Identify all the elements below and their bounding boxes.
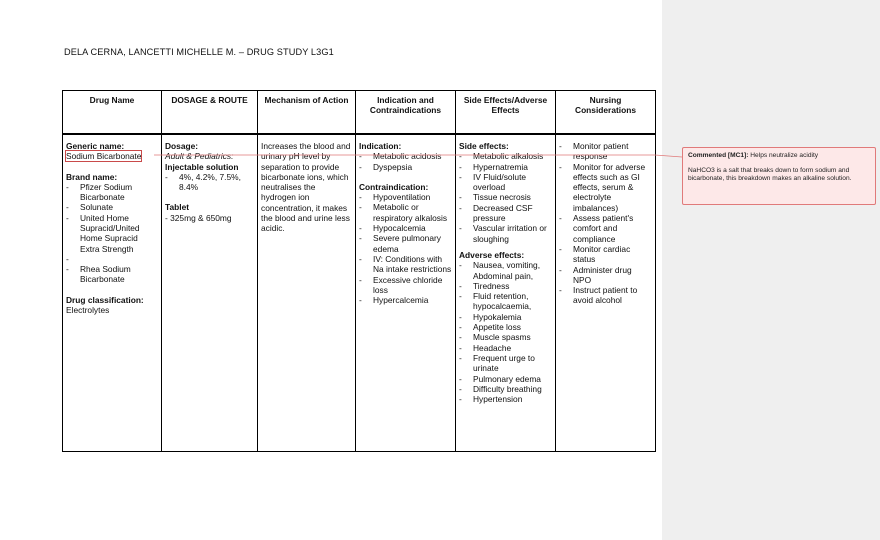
- side-effects-label: Side effects:: [459, 141, 509, 151]
- header-nursing: Nursing Considerations: [556, 91, 656, 135]
- list-item: - Excessive chloride loss: [359, 275, 452, 296]
- cell-indication: [356, 134, 456, 452]
- side-effects-list: [459, 151, 552, 244]
- dosage-label: Dosage:: [165, 141, 199, 151]
- list-item: - Fluid retention, hypocalcaemia,: [459, 291, 552, 312]
- comment-author: Commented [MC1]:: [688, 152, 749, 159]
- dosage-population: Adult & Pediatrics:: [165, 151, 234, 162]
- document-title: DELA CERNA, LANCETTI MICHELLE M. – DRUG STUDY L3G1: [64, 47, 334, 57]
- comment-text: Helps neutralize acidity: [750, 152, 819, 159]
- brand-list: [66, 182, 158, 285]
- table-header-row: [63, 91, 656, 135]
- list-item: - Pfizer Sodium Bicarbonate: [66, 182, 158, 203]
- list-item: - Headache: [459, 343, 552, 353]
- nursing-list: [559, 141, 652, 306]
- comment-body: NaHCO3 is a salt that breaks down to form sodium and bicarbonate, this breakdown makes an alkaline solution.: [688, 167, 852, 183]
- cell-nursing: [556, 134, 656, 452]
- indication-label: Indication:: [359, 141, 402, 151]
- list-item: - Dyspepsia: [359, 162, 452, 172]
- contraindication-label: Contraindication:: [359, 181, 429, 192]
- list-item: - Frequent urge to urinate: [459, 353, 552, 374]
- comments-margin-pane: [662, 0, 880, 540]
- list-item: - IV: Conditions with Na intake restrictions: [359, 254, 452, 275]
- list-item: - Nausea, vomiting, Abdominal pain,: [459, 260, 552, 281]
- list-item: - Hypocalcemia: [359, 223, 452, 233]
- injectable-label: Injectable solution: [165, 161, 239, 172]
- list-item: - Hypokalemia: [459, 312, 552, 322]
- generic-name-label: Generic name:: [66, 141, 125, 151]
- cell-mechanism: [258, 134, 356, 452]
- list-item: - Tiredness: [459, 281, 552, 291]
- list-item: - Metabolic alkalosis: [459, 151, 552, 161]
- list-item: - Decreased CSF pressure: [459, 203, 552, 224]
- list-item: - Hypoventilation: [359, 192, 452, 202]
- injectable-list: [165, 172, 254, 193]
- mechanism-text: Increases the blood and urinary pH level by separation to provide bicarbonate ions, which neutralises the hydrogen ion concentration, it makes the blood and urine less acidic.: [261, 141, 351, 234]
- header-mechanism: Mechanism of Action: [258, 91, 356, 135]
- cell-side-effects: [456, 134, 556, 452]
- adverse-effects-label: Adverse effects:: [459, 249, 525, 260]
- list-item: - Appetite loss: [459, 322, 552, 332]
- list-item: - Tissue necrosis: [459, 192, 552, 202]
- drug-study-table: [62, 90, 656, 452]
- list-item: - Metabolic or respiratory alkalosis: [359, 202, 452, 223]
- header-drug-name: Drug Name: [63, 91, 162, 135]
- adverse-effects-list: [459, 260, 552, 404]
- list-item: [66, 254, 158, 264]
- header-dosage-route: DOSAGE & ROUTE: [162, 91, 258, 135]
- generic-name-value[interactable]: Sodium Bicarbonate: [66, 151, 142, 162]
- tablet-value: - 325mg & 650mg: [165, 212, 232, 223]
- list-item: - Assess patient's comfort and compliance: [559, 213, 652, 244]
- list-item: - Monitor cardiac status: [559, 244, 652, 265]
- tablet-label: Tablet: [165, 202, 190, 213]
- list-item: - Monitor for adverse effects such as GI effects, serum & electrolyte imbalances): [559, 162, 652, 213]
- brand-name-label: Brand name:: [66, 171, 118, 182]
- list-item: - 4%, 4.2%, 7.5%, 8.4%: [165, 172, 254, 193]
- list-item: - Instruct patient to avoid alcohol: [559, 285, 652, 306]
- list-item: - Metabolic acidosis: [359, 151, 452, 161]
- list-item: - Severe pulmonary edema: [359, 233, 452, 254]
- list-item: - Hypertension: [459, 394, 552, 404]
- list-item: - Muscle spasms: [459, 332, 552, 342]
- list-item: - Administer drug NPO: [559, 265, 652, 286]
- header-indication: Indication and Contraindications: [356, 91, 456, 135]
- contraindication-list: [359, 192, 452, 305]
- list-item: - Monitor patient response: [559, 141, 652, 162]
- list-item: - Difficulty breathing: [459, 384, 552, 394]
- header-side-effects: Side Effects/Adverse Effects: [456, 91, 556, 135]
- indication-list: [359, 151, 452, 172]
- list-item: - Hypercalcemia: [359, 295, 452, 305]
- cell-drug-name: [63, 134, 162, 452]
- comment-balloon[interactable]: [682, 147, 876, 205]
- cell-dosage-route: [162, 134, 258, 452]
- list-item: - Solunate: [66, 202, 158, 212]
- classification-label: Drug classification:: [66, 294, 144, 305]
- classification-value: Electrolytes: [66, 304, 110, 315]
- list-item: - Pulmonary edema: [459, 374, 552, 384]
- table-row: [63, 134, 656, 452]
- list-item: - Rhea Sodium Bicarbonate: [66, 264, 158, 285]
- list-item: - United Home Supracid/United Home Supracid Extra Strength: [66, 213, 158, 254]
- list-item: - Vascular irritation or sloughing: [459, 223, 552, 244]
- list-item: - Hypernatremia: [459, 162, 552, 172]
- list-item: - IV Fluid/solute overload: [459, 172, 552, 193]
